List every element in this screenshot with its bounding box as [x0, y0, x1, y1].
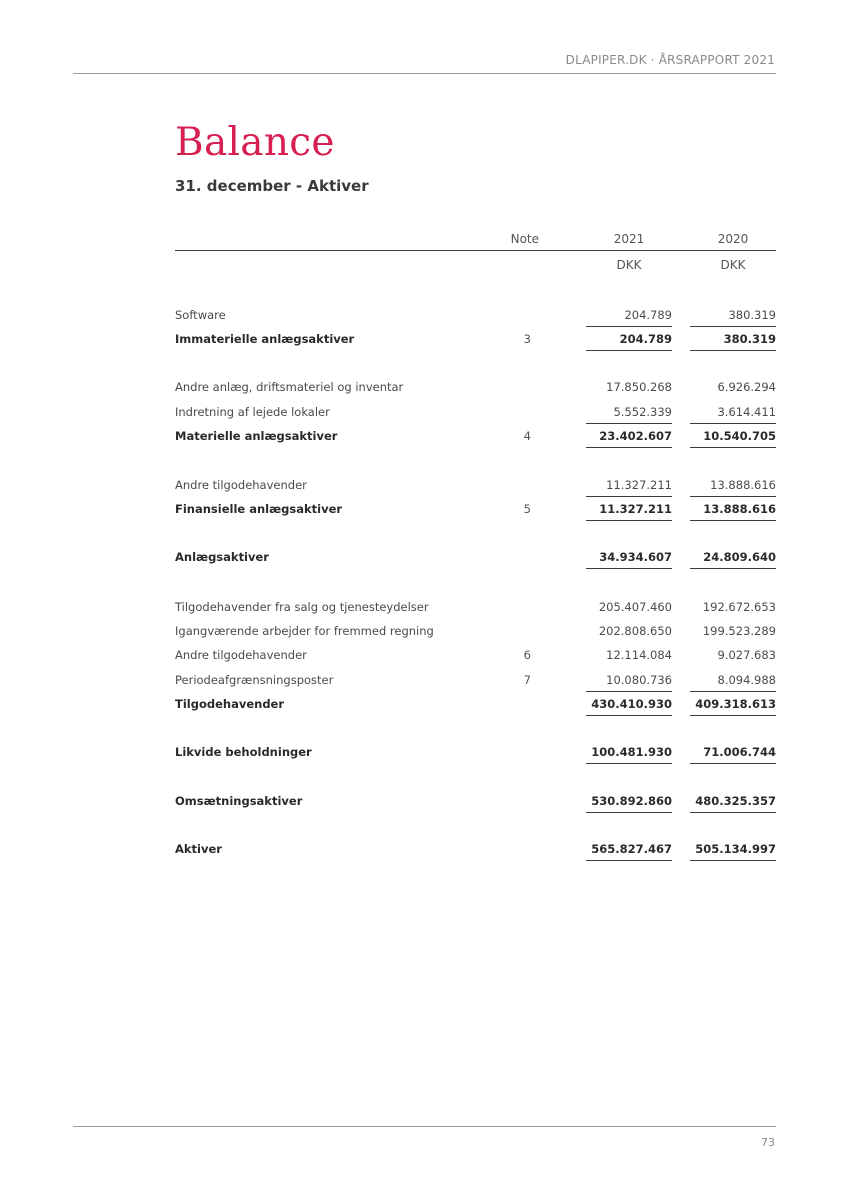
row-value-2020: 409.318.613 — [695, 697, 776, 711]
table-row — [175, 329, 776, 349]
table-row — [175, 670, 776, 690]
underline-2021 — [586, 568, 672, 569]
row-label: Andre tilgodehavender — [175, 648, 307, 662]
row-value-2020: 480.325.357 — [695, 794, 776, 808]
row-label: Periodeafgrænsningsposter — [175, 673, 334, 687]
table-row — [175, 597, 776, 617]
row-label: Tilgodehavender — [175, 697, 285, 711]
row-value-2021: 530.892.860 — [591, 794, 672, 808]
note-column-header: Note — [510, 232, 539, 246]
row-value-2021: 202.808.650 — [598, 624, 672, 638]
row-value-2020: 6.926.294 — [717, 380, 776, 394]
row-note: 3 — [523, 332, 531, 346]
table-row — [175, 475, 776, 495]
row-value-2020: 3.614.411 — [717, 405, 776, 419]
row-label: Aktiver — [175, 842, 222, 856]
underline-2021 — [586, 520, 672, 521]
underline-2021 — [586, 715, 672, 716]
unit-2020: DKK — [720, 258, 746, 272]
table-row — [175, 426, 776, 446]
row-value-2021: 34.934.607 — [599, 550, 672, 564]
row-label: Software — [175, 308, 226, 322]
underline-2020 — [690, 326, 776, 327]
row-label: Finansielle anlægsaktiver — [175, 502, 343, 516]
page-subtitle: 31. december - Aktiver — [175, 177, 369, 195]
underline-2020 — [690, 860, 776, 861]
underline-2020 — [690, 568, 776, 569]
row-label: Tilgodehavender fra salg og tjenesteydelser — [175, 600, 429, 614]
table-row — [175, 694, 776, 714]
row-value-2021: 11.327.211 — [599, 502, 672, 516]
row-label: Omsætningsaktiver — [175, 794, 303, 808]
row-value-2021: 5.552.339 — [613, 405, 672, 419]
underline-2020 — [690, 691, 776, 692]
table-row — [175, 839, 776, 859]
underline-2021 — [586, 326, 672, 327]
row-label: Likvide beholdninger — [175, 745, 312, 759]
row-value-2020: 71.006.744 — [703, 745, 776, 759]
underline-2020 — [690, 715, 776, 716]
row-label: Materielle anlægsaktiver — [175, 429, 338, 443]
row-value-2021: 565.827.467 — [591, 842, 672, 856]
row-value-2021: 17.850.268 — [606, 380, 672, 394]
row-value-2020: 199.523.289 — [702, 624, 776, 638]
underline-2021 — [586, 860, 672, 861]
row-note: 6 — [523, 648, 531, 662]
underline-2020 — [690, 350, 776, 351]
footer-rule — [73, 1126, 776, 1127]
row-label: Anlægsaktiver — [175, 550, 269, 564]
underline-2021 — [586, 496, 672, 497]
underline-2020 — [690, 447, 776, 448]
row-label: Igangværende arbejder for fremmed regning — [175, 624, 434, 638]
underline-2020 — [690, 763, 776, 764]
table-row — [175, 621, 776, 641]
row-note: 4 — [523, 429, 531, 443]
underline-2020 — [690, 423, 776, 424]
row-note: 5 — [523, 502, 531, 516]
table-row — [175, 402, 776, 422]
row-label: Andre anlæg, driftsmateriel og inventar — [175, 380, 404, 394]
row-value-2021: 11.327.211 — [606, 478, 672, 492]
underline-2021 — [586, 691, 672, 692]
row-label: Andre tilgodehavender — [175, 478, 307, 492]
page-number: 73 — [761, 1136, 775, 1149]
row-value-2020: 13.888.616 — [710, 478, 776, 492]
page-title: Balance — [175, 120, 335, 165]
row-label: Immaterielle anlægsaktiver — [175, 332, 355, 346]
row-value-2020: 505.134.997 — [695, 842, 776, 856]
row-value-2021: 100.481.930 — [591, 745, 672, 759]
underline-2021 — [586, 423, 672, 424]
table-row — [175, 742, 776, 762]
table-row — [175, 645, 776, 665]
unit-2021: DKK — [616, 258, 642, 272]
row-value-2021: 12.114.084 — [606, 648, 672, 662]
row-label: Indretning af lejede lokaler — [175, 405, 330, 419]
column-header-row — [175, 232, 776, 251]
table-row — [175, 547, 776, 567]
table-row — [175, 791, 776, 811]
row-value-2021: 23.402.607 — [599, 429, 672, 443]
table-row — [175, 305, 776, 325]
row-value-2021: 204.789 — [624, 308, 672, 322]
header-text: DLAPIPER.DK · ÅRSRAPPORT 2021 — [565, 53, 775, 67]
row-value-2021: 430.410.930 — [591, 697, 672, 711]
row-value-2020: 192.672.653 — [702, 600, 776, 614]
underline-2021 — [586, 812, 672, 813]
table-row — [175, 377, 776, 397]
row-value-2020: 24.809.640 — [703, 550, 776, 564]
row-value-2020: 9.027.683 — [717, 648, 776, 662]
year-2021-column-header: 2021 — [613, 232, 645, 246]
underline-2020 — [690, 520, 776, 521]
underline-2021 — [586, 447, 672, 448]
row-value-2020: 13.888.616 — [703, 502, 776, 516]
row-value-2021: 205.407.460 — [598, 600, 672, 614]
row-value-2020: 380.319 — [723, 332, 776, 346]
row-note: 7 — [523, 673, 531, 687]
underline-2020 — [690, 496, 776, 497]
row-value-2020: 380.319 — [728, 308, 776, 322]
underline-2021 — [586, 763, 672, 764]
row-value-2020: 10.540.705 — [703, 429, 776, 443]
header-rule — [73, 73, 776, 74]
year-2020-column-header: 2020 — [717, 232, 749, 246]
row-value-2021: 10.080.736 — [606, 673, 672, 687]
table-row — [175, 499, 776, 519]
underline-2020 — [690, 812, 776, 813]
row-value-2021: 204.789 — [619, 332, 672, 346]
underline-2021 — [586, 350, 672, 351]
row-value-2020: 8.094.988 — [717, 673, 776, 687]
